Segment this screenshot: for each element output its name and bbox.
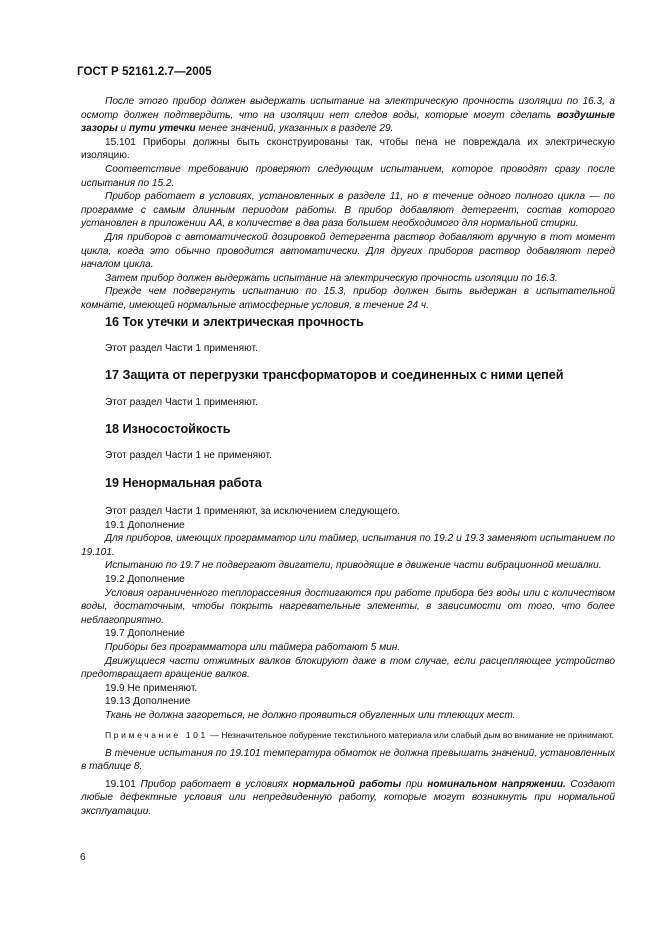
paragraph: Прибор работает в условиях, установленных в разделе 11, но в течение одного полного цикла — по программе с самым длинным периодом работы. В прибор добавляют детергент, состав которого установлен в приложении АА, в количестве в два раза большем необходимого для нормальной стирки. — [81, 191, 615, 230]
clause-label: 19.9 Не применяют. — [105, 682, 198, 694]
section-18-heading: 18 Износостойкость — [105, 422, 231, 436]
section-17-text: Этот раздел Части 1 применяют. — [105, 397, 258, 408]
paragraph: Прежде чем подвергнуть испытанию по 15.3, прибор должен быть выдержан в испытательной комнате, имеющей нормальные атмосферные условия, в течение 24 ч. — [81, 286, 615, 311]
paragraph: Для приборов, имеющих программатор или таймер, испытания по 19.2 и 19.3 заменяют испытанием по 19.101. — [81, 533, 615, 558]
clause-label: 19.7 Дополнение — [105, 628, 185, 640]
paragraph: Условия ограниченного теплорассеяния достигаются при работе прибора без воды или с количеством воды, достаточным, чтобы покрыть нагревательные элементы, в зависимости от того, что более неблагоприятно. — [81, 587, 615, 626]
paragraph: Для приборов с автоматической дозировкой детергента раствор добавляют вручную в тот момент цикла, когда это обычно проводится автоматически. Для других приборов раствор добавляют перед началом цикла. — [81, 231, 615, 271]
paragraph: 15.101 Приборы должны быть сконструированы так, чтобы пена не повреждала их электрическую изоляцию. — [81, 136, 615, 162]
paragraph: После этого прибор должен выдержать испытание на электрическую прочность изоляции по 16.3, а осмотр должен подтвердить, что на изоляции нет следов воды, которые могут сделать воздушные зазоры и пути утечки менее значений, указанных в разделе 29. — [81, 96, 615, 135]
note: Примечание 101 — Незначительное побурение текстильного материала или слабый дым во внимание не принимают. — [105, 729, 615, 740]
section-19-heading: 19 Ненормальная работа — [105, 476, 262, 490]
page-number: 6 — [80, 852, 86, 863]
paragraph: Этот раздел Части 1 применяют, за исключением следующего. — [105, 506, 401, 517]
clause-label: 19.2 Дополнение — [105, 573, 185, 585]
document-header: ГОСТ Р 52161.2.7—2005 — [77, 66, 212, 78]
section-19-body — [81, 505, 615, 818]
paragraph: 19.101 Прибор работает в условиях нормальной работы при номинальном напряжении. Создают любые дефектные условия или непредвиденную работу, которые могут возникнуть при нормальной эксплуатации. — [81, 778, 615, 817]
section-18-text: Этот раздел Части 1 не применяют. — [105, 450, 272, 461]
section-17-heading: 17 Защита от перегрузки трансформаторов и соединенных с ними цепей — [105, 368, 564, 382]
paragraph: В течение испытания по 19.101 температура обмоток не должна превышать значений, установленных в таблице 8. — [81, 747, 615, 773]
paragraph: Затем прибор должен выдержать испытание на электрическую прочность изоляции по 16.3. — [105, 272, 558, 284]
paragraph: Соответствие требованию проверяют следующим испытанием, которое проводят сразу после испытания по 15.2. — [81, 163, 615, 189]
section-16-heading: 16 Ток утечки и электрическая прочность — [105, 315, 364, 329]
section-15-continuation — [81, 95, 615, 313]
clause-label: 19.1 Дополнение — [105, 519, 185, 531]
paragraph: Ткань не должна загореться, не должно проявиться обугленных или тлеющих мест. — [105, 709, 516, 721]
paragraph: Движущиеся части отжимных валков блокируют даже в том случае, если расцепляющее устройство предотвращает вращение валков. — [81, 655, 615, 681]
section-16-text: Этот раздел Части 1 применяют. — [105, 343, 258, 354]
paragraph: Приборы без программатора или таймера работают 5 мин. — [105, 641, 401, 653]
clause-label: 19.13 Дополнение — [105, 696, 191, 708]
paragraph: Испытанию по 19.7 не подвергают двигатели, приводящие в движение части вибрационной мешалки. — [105, 560, 602, 572]
